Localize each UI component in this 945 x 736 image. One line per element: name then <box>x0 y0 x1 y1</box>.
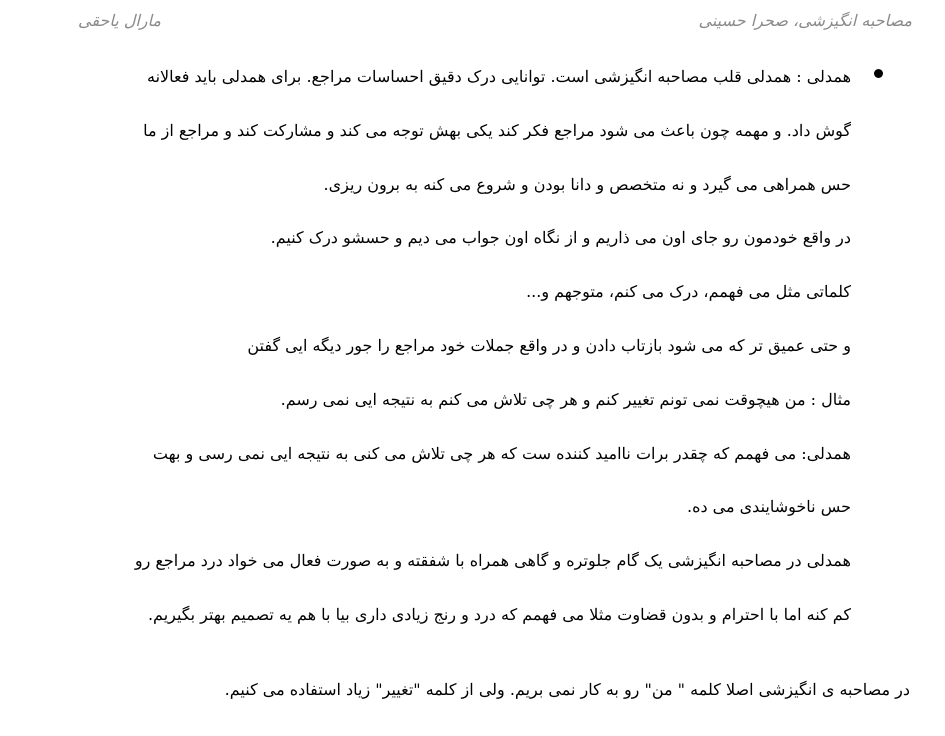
page-header <box>78 8 912 32</box>
paragraph-line: گوش داد. و مهمه چون باعث می شود مراجع فکر کند یکی بهش توجه می کند و مشارکت کند و مراجع از ما <box>143 120 851 140</box>
header-right-title: مصاحبه انگیزشی، صحرا حسینی <box>698 10 912 30</box>
paragraph-line: و حتی عمیق تر که می شود بازتاب دادن و در واقع جملات خود مراجع را جور دیگه ایی گفتن <box>247 335 851 355</box>
paragraph-line: حس ناخوشایندی می ده. <box>686 497 851 517</box>
empathy-paragraph <box>70 58 851 650</box>
paragraph-line: کلماتی مثل می فهمم، درک می کنم، متوجهم و... <box>526 282 851 302</box>
header-left-title: مارال یاحقی <box>78 10 161 30</box>
paragraph-line: حس همراهی می گیرد و نه متخصص و دانا بودن و شروع می کنه به برون ریزی. <box>323 174 851 194</box>
paragraph-line: مثال : من هیچوقت نمی تونم تغییر کنم و هر چی تلاش می کنم به نتیجه ایی نمی رسم. <box>280 389 851 409</box>
paragraph-line: کم کنه اما با احترام و بدون قضاوت مثلا می فهمم که درد و رنج زیادی داری بیا با هم یه تصمیم بهتر بگیریم. <box>147 604 851 624</box>
paragraph-line: همدلی در مصاحبه انگیزشی یک گام جلوتره و گاهی همراه با شفقته و به صورت فعال می خواد درد مراجع رو <box>134 551 851 571</box>
paragraph-line: همدلی : همدلی قلب مصاحبه انگیزشی است. توانایی درک دقیق احساسات مراجع. برای همدلی باید فعالانه <box>146 67 851 86</box>
paragraph-line: همدلی: می فهمم که چقدر برات ناامید کننده ست که هر چی تلاش می کنی به نتیجه ایی نمی رسی و بهت <box>152 443 851 463</box>
paragraph-line: در واقع خودمون رو جای اون می ذاریم و از نگاه اون جواب می دیم و حسشو درک کنیم. <box>270 228 851 248</box>
bullet-icon <box>874 69 883 78</box>
closing-line: در مصاحبه ی انگیزشی اصلا کلمه " من" رو به کار نمی بریم. ولی از کلمه "تغییر" زیاد استفاده می کنیم. <box>224 680 910 699</box>
